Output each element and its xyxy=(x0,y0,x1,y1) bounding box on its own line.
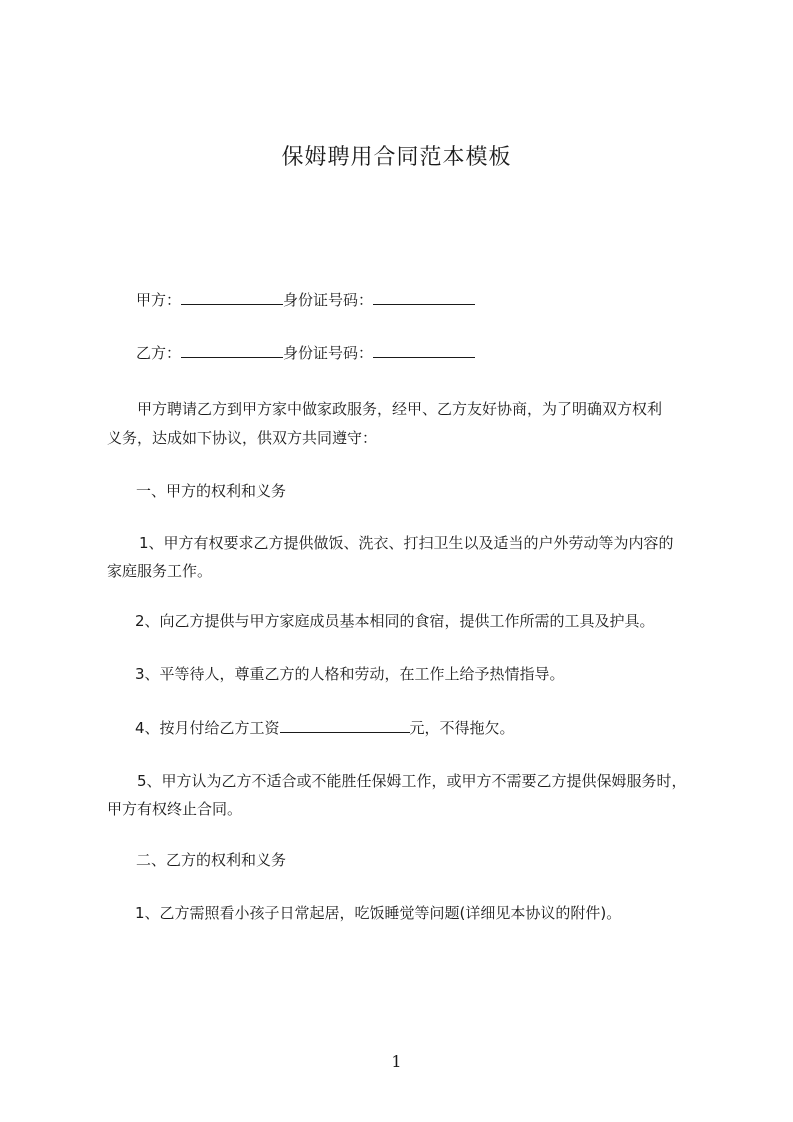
party-b-id-label: 身份证号码： xyxy=(283,344,374,362)
party-a-line xyxy=(136,285,475,315)
section-1-item-1-line-1: 1、甲方有权要求乙方提供做饭、洗衣、打扫卫生以及适当的户外劳动等为内容的 xyxy=(139,534,674,552)
section-1-item-5-line-1: 5、甲方认为乙方不适合或不能胜任保姆工作，或甲方不需要乙方提供保姆服务时， xyxy=(137,772,687,790)
page-title: 保姆聘用合同范本模板 xyxy=(281,145,512,170)
salary-prefix: 4、按月付给乙方工资 xyxy=(135,719,280,737)
section-1-item-3: 3、平等待人，尊重乙方的人格和劳动，在工作上给予热情指导。 xyxy=(135,665,565,683)
salary-suffix: 元，不得拖欠。 xyxy=(409,719,515,737)
intro-line-1: 甲方聘请乙方到甲方家中做家政服务，经甲、乙方友好协商，为了明确双方权利 xyxy=(137,400,663,418)
section-2-heading: 二、乙方的权利和义务 xyxy=(136,851,287,869)
section-1-item-1-line-2: 家庭服务工作。 xyxy=(107,562,213,580)
party-b-label: 乙方： xyxy=(136,344,182,362)
page-number: 1 xyxy=(391,1052,402,1071)
party-a-id-label: 身份证号码： xyxy=(283,291,374,309)
party-a-label: 甲方： xyxy=(136,291,182,309)
party-a-name-blank xyxy=(181,286,283,305)
section-1-item-4 xyxy=(135,713,515,743)
salary-blank xyxy=(280,714,410,733)
party-b-name-blank xyxy=(181,339,283,358)
party-a-id-blank xyxy=(373,286,475,305)
section-1-item-2: 2、向乙方提供与甲方家庭成员基本相同的食宿，提供工作所需的工具及护具。 xyxy=(135,612,655,630)
section-2-item-1: 1、乙方需照看小孩子日常起居，吃饭睡觉等问题(详细见本协议的附件)。 xyxy=(135,904,622,922)
intro-line-2: 义务，达成如下协议，供双方共同遵守： xyxy=(107,429,378,447)
section-1-item-5-line-2: 甲方有权终止合同。 xyxy=(107,800,243,818)
section-1-heading: 一、甲方的权利和义务 xyxy=(136,482,287,500)
party-b-line xyxy=(136,338,475,368)
party-b-id-blank xyxy=(373,339,475,358)
